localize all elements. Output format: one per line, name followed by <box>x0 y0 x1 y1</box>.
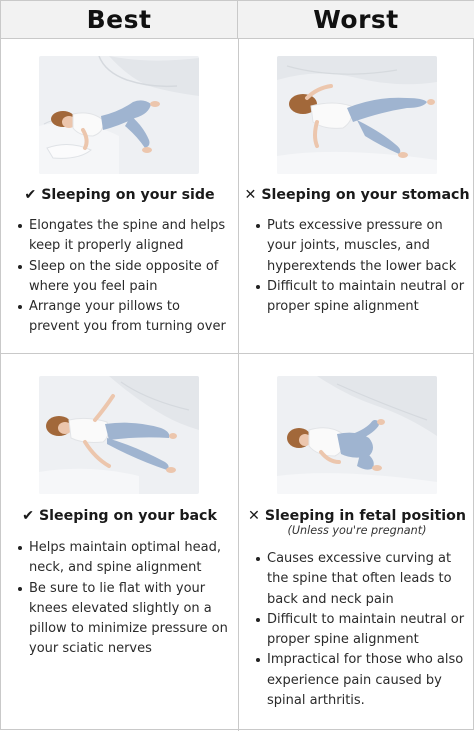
panel-title: ✔ Sleeping on your back <box>22 508 217 524</box>
bullet-list <box>253 549 471 711</box>
panel-side-sleeping <box>1 39 238 353</box>
panel-title: ✔ Sleeping on your side <box>24 187 215 203</box>
panel-fetal-sleeping <box>239 354 474 731</box>
back-sleeping-photo <box>39 376 199 494</box>
bullet-list <box>15 216 234 338</box>
list-item: Causes excessive curving at the spine that often leads to back and neck pain <box>253 549 471 610</box>
list-item: Difficult to maintain neutral or proper spine alignment <box>253 277 471 318</box>
worst-column-header: Worst <box>238 1 474 39</box>
list-item: Be sure to lie flat with your knees elevated slightly on a pillow to minimize pressure on your sciatic nerves <box>15 579 234 660</box>
list-item: Elongates the spine and helps keep it properly aligned <box>15 216 234 257</box>
list-item: Sleep on the side opposite of where you feel pain <box>15 257 234 298</box>
cross-icon: ✕ <box>244 187 257 203</box>
side-sleeping-photo <box>39 56 199 174</box>
list-item: Difficult to maintain neutral or proper spine alignment <box>253 610 471 651</box>
panel-title: ✕ Sleeping in fetal position <box>248 508 466 524</box>
panel-back-sleeping <box>1 354 238 731</box>
list-item: Impractical for those who also experience pain caused by spinal arthritis. <box>253 650 471 711</box>
list-item: Arrange your pillows to prevent you from turning over <box>15 297 234 338</box>
bullet-list <box>253 216 471 317</box>
panel-stomach-sleeping <box>239 39 474 353</box>
cross-icon: ✕ <box>248 508 260 524</box>
bullet-list <box>15 538 234 660</box>
checkmark-icon: ✔ <box>22 508 34 524</box>
best-column-header: Best <box>1 1 238 39</box>
checkmark-icon: ✔ <box>24 187 37 203</box>
list-item: Helps maintain optimal head, neck, and spine alignment <box>15 538 234 579</box>
list-item: Puts excessive pressure on your joints, muscles, and hyperextends the lower back <box>253 216 471 277</box>
stomach-sleeping-photo <box>277 56 437 174</box>
panel-title: ✕ Sleeping on your stomach <box>244 187 470 203</box>
fetal-sleeping-photo <box>277 376 437 494</box>
panel-subtitle: (Unless you're pregnant) <box>287 524 427 537</box>
